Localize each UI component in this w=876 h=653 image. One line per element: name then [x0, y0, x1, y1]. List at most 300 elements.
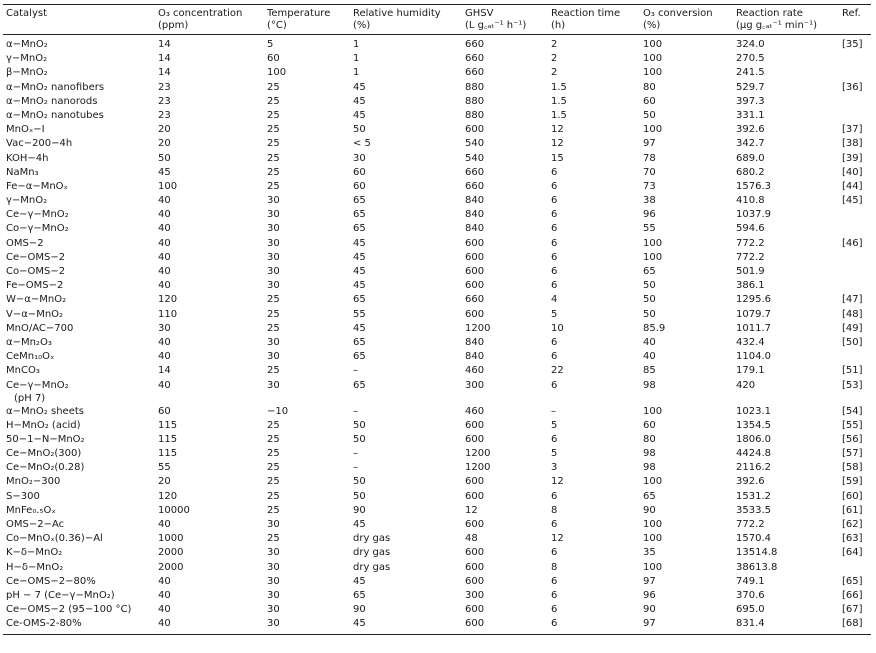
cell-reaction-rate: 772.2 — [736, 519, 765, 530]
cell-o3-conversion: 50 — [643, 109, 656, 121]
cell-reaction-rate: 594.6 — [736, 223, 765, 235]
cell-reaction-time: 6 — [551, 351, 558, 363]
cell-ref: [62] — [842, 519, 863, 530]
cell-ghsv: 600 — [465, 266, 485, 277]
cell-reaction-time: 6 — [551, 547, 558, 559]
cell-o3-concentration: 1000 — [158, 533, 184, 545]
table-row — [3, 152, 871, 166]
catalyst-name: MnCO₃ — [6, 365, 40, 377]
cell-reaction-time: 2 — [551, 39, 558, 50]
cell-reaction-rate: 749.1 — [736, 575, 765, 587]
catalyst-name-continuation: (pH 7) — [14, 392, 46, 404]
cell-ghsv: 600 — [465, 519, 485, 530]
table-row — [3, 237, 871, 251]
cell-catalyst — [3, 109, 155, 123]
table-header — [3, 5, 871, 35]
table-row — [3, 518, 871, 532]
cell-reaction-rate: 831.4 — [733, 617, 839, 634]
catalyst-name: Ce−MnO₂(0.28) — [6, 462, 85, 474]
cell-o3-concentration: 40 — [158, 195, 171, 207]
cell-catalyst — [3, 222, 155, 236]
cell-catalyst — [3, 589, 155, 603]
cell-o3-conversion: 35 — [643, 547, 656, 559]
cell-reaction-time: – — [551, 405, 556, 417]
cell-o3-concentration: 40 — [158, 519, 171, 530]
cell-catalyst — [3, 603, 155, 617]
cell-temperature: 25 — [267, 124, 280, 136]
cell-ghsv: 660 — [465, 294, 485, 306]
cell-reaction-time: 6 — [548, 617, 640, 634]
table-row — [3, 66, 871, 80]
cell-reaction-rate: 1806.0 — [736, 433, 771, 445]
table-row — [3, 504, 871, 518]
catalyst-name: α−MnO₂ — [6, 39, 48, 50]
cell-o3-conversion: 60 — [643, 95, 656, 107]
catalyst-name: Ce-OMS-2-80% — [6, 618, 82, 630]
cell-o3-concentration: 2000 — [158, 547, 184, 559]
table-row — [3, 603, 871, 617]
cell-ghsv: 1200 — [465, 448, 491, 460]
cell-relative-humidity: 50 — [353, 476, 366, 488]
cell-reaction-time: 12 — [551, 533, 564, 545]
table-row — [3, 123, 871, 137]
cell-reaction-rate: 1531.2 — [736, 490, 771, 502]
cell-reaction-rate: 432.4 — [736, 336, 765, 348]
catalyst-name: NaMn₃ — [6, 166, 39, 178]
cell-relative-humidity: – — [353, 405, 358, 417]
catalyst-name: α−MnO₂ sheets — [6, 405, 84, 417]
cell-ghsv: 660 — [465, 166, 485, 178]
cell-o3-concentration: 100 — [158, 180, 178, 192]
cell-temperature: 25 — [267, 433, 280, 445]
header-ref: Ref. — [839, 5, 871, 35]
cell-o3-concentration: 115 — [158, 448, 178, 460]
cell-reaction-time: 12 — [551, 138, 564, 150]
table-row — [3, 433, 871, 447]
cell-relative-humidity: 50 — [353, 419, 366, 431]
cell-o3-conversion: 97 — [640, 617, 733, 634]
cell-catalyst — [3, 52, 155, 66]
cell-o3-conversion: 50 — [643, 280, 656, 292]
cell-ref — [839, 279, 871, 293]
cell-temperature: 25 — [267, 95, 280, 107]
cell-relative-humidity: 65 — [353, 351, 366, 363]
cell-relative-humidity: 90 — [353, 504, 366, 516]
cell-temperature: 25 — [267, 448, 280, 460]
cell-o3-conversion: 85 — [643, 365, 656, 377]
cell-o3-concentration: 45 — [158, 166, 171, 178]
cell-catalyst — [3, 95, 155, 109]
cell-reaction-rate: 342.7 — [736, 138, 765, 150]
cell-ghsv: 880 — [465, 95, 485, 107]
cell-relative-humidity: 1 — [353, 39, 360, 50]
table-row — [3, 52, 871, 66]
table-row — [3, 461, 871, 475]
cell-ref — [839, 561, 871, 575]
cell-ghsv: 840 — [465, 223, 485, 235]
cell-o3-conversion: 78 — [643, 152, 656, 164]
cell-ghsv: 660 — [465, 39, 485, 50]
cell-catalyst — [3, 532, 155, 546]
cell-reaction-time: 6 — [551, 433, 558, 445]
cell-catalyst — [3, 208, 155, 222]
cell-o3-concentration: 60 — [158, 405, 171, 417]
cell-relative-humidity: < 5 — [353, 138, 371, 150]
table-row — [3, 279, 871, 293]
cell-o3-concentration: 40 — [158, 589, 171, 601]
cell-o3-concentration: 120 — [158, 490, 178, 502]
cell-ref: [50] — [842, 336, 863, 348]
cell-temperature: 30 — [267, 351, 280, 363]
cell-ref: [64] — [842, 547, 863, 559]
cell-relative-humidity: 45 — [353, 95, 366, 107]
cell-ghsv: 48 — [465, 533, 478, 545]
cell-ref: [38] — [842, 138, 863, 150]
cell-relative-humidity: 65 — [353, 379, 366, 391]
cell-relative-humidity: 60 — [353, 166, 366, 178]
cell-relative-humidity: 1 — [353, 67, 360, 79]
cell-ghsv: 840 — [465, 195, 485, 207]
cell-catalyst — [3, 251, 155, 265]
cell-ghsv: 600 — [465, 308, 485, 320]
cell-temperature: 30 — [267, 266, 280, 277]
cell-o3-conversion: 96 — [643, 209, 656, 221]
header-reaction-rate: Reaction rate (μg g꜀ₐₜ⁻¹ min⁻¹) — [733, 5, 839, 35]
cell-reaction-time: 6 — [551, 209, 558, 221]
catalyst-name: MnO/AC−700 — [6, 322, 74, 334]
cell-o3-concentration: 30 — [158, 322, 171, 334]
table-row — [3, 532, 871, 546]
cell-reaction-time: 6 — [551, 280, 558, 292]
cell-catalyst — [3, 617, 155, 634]
cell-o3-conversion: 90 — [643, 504, 656, 516]
cell-ref: [66] — [842, 589, 863, 601]
cell-o3-conversion: 100 — [643, 39, 663, 50]
cell-relative-humidity: 65 — [353, 223, 366, 235]
cell-o3-conversion: 55 — [643, 223, 656, 235]
cell-catalyst — [3, 265, 155, 279]
cell-reaction-time: 6 — [551, 490, 558, 502]
cell-ref: [40] — [842, 166, 863, 178]
cell-ref: [60] — [842, 490, 863, 502]
cell-temperature: 25 — [267, 294, 280, 306]
cell-relative-humidity: dry gas — [353, 533, 391, 545]
catalyst-name: MnFe₀.₅Oₓ — [6, 504, 56, 516]
cell-temperature: 30 — [267, 209, 280, 221]
cell-ghsv: 600 — [465, 419, 485, 431]
cell-reaction-time: 2 — [551, 67, 558, 79]
cell-reaction-rate: 392.6 — [736, 124, 765, 136]
cell-ref: [57] — [842, 448, 863, 460]
cell-reaction-rate: 392.6 — [736, 476, 765, 488]
cell-ref — [839, 66, 871, 80]
cell-temperature: 25 — [267, 322, 280, 334]
cell-relative-humidity: 65 — [353, 589, 366, 601]
cell-relative-humidity: – — [353, 365, 358, 377]
cell-reaction-rate: 1023.1 — [736, 405, 771, 417]
cell-catalyst — [3, 461, 155, 475]
table-row — [3, 208, 871, 222]
cell-o3-conversion: 38 — [643, 195, 656, 207]
cell-ref: [65] — [842, 575, 863, 587]
cell-relative-humidity: 50 — [353, 124, 366, 136]
cell-o3-conversion: 80 — [643, 433, 656, 445]
cell-ref: [67] — [842, 604, 863, 616]
cell-o3-concentration: 14 — [158, 67, 171, 79]
cell-reaction-rate: 331.1 — [736, 109, 765, 121]
cell-temperature: 30 — [267, 336, 280, 348]
cell-o3-concentration: 23 — [158, 95, 171, 107]
cell-ref: [47] — [842, 294, 863, 306]
cell-o3-concentration: 23 — [158, 109, 171, 121]
cell-ghsv: 660 — [465, 67, 485, 79]
table-row — [3, 251, 871, 265]
catalyst-name: V−α−MnO₂ — [6, 308, 64, 320]
cell-catalyst — [3, 336, 155, 350]
cell-reaction-time: 12 — [551, 476, 564, 488]
cell-o3-conversion: 85.9 — [643, 322, 666, 334]
cell-relative-humidity: dry gas — [353, 547, 391, 559]
cell-reaction-rate: 270.5 — [736, 53, 765, 65]
cell-o3-conversion: 40 — [643, 351, 656, 363]
cell-temperature: 25 — [267, 180, 280, 192]
cell-o3-conversion: 100 — [643, 251, 663, 263]
table-row — [3, 405, 871, 419]
cell-temperature: 25 — [267, 138, 280, 150]
cell-relative-humidity: 1 — [353, 53, 360, 65]
cell-ghsv: 600 — [465, 237, 485, 249]
cell-relative-humidity: 65 — [353, 336, 366, 348]
cell-ghsv: 600 — [462, 617, 548, 634]
cell-o3-concentration: 40 — [158, 223, 171, 235]
catalyst-name: γ−MnO₂ — [6, 53, 48, 65]
cell-ghsv: 1200 — [465, 322, 491, 334]
cell-ref — [839, 95, 871, 109]
table-row — [3, 95, 871, 109]
table-row — [3, 350, 871, 364]
catalyst-name: Ce−γ−MnO₂ — [6, 209, 69, 221]
cell-reaction-time: 6 — [551, 519, 558, 530]
catalyst-name: Ce−γ−MnO₂ — [6, 379, 69, 391]
cell-ref — [839, 222, 871, 236]
catalyst-name: Ce−OMS−2−80% — [6, 575, 96, 587]
cell-ghsv: 12 — [465, 504, 478, 516]
cell-temperature: 30 — [267, 379, 280, 391]
cell-relative-humidity: 45 — [353, 575, 366, 587]
table-row — [3, 137, 871, 151]
cell-o3-conversion: 80 — [643, 81, 656, 93]
cell-reaction-rate: 1295.6 — [736, 294, 771, 306]
cell-temperature: 25 — [267, 308, 280, 320]
catalyst-name: α−MnO₂ nanorods — [6, 95, 98, 107]
cell-o3-concentration: 14 — [158, 365, 171, 377]
cell-catalyst — [3, 322, 155, 336]
cell-reaction-time: 6 — [551, 195, 558, 207]
cell-relative-humidity: 45 — [353, 266, 366, 277]
cell-ghsv: 300 — [465, 589, 485, 601]
cell-catalyst — [3, 308, 155, 322]
table-row — [3, 336, 871, 350]
cell-o3-conversion: 90 — [643, 604, 656, 616]
cell-reaction-rate: 179.1 — [736, 365, 765, 377]
cell-ref — [839, 251, 871, 265]
cell-ghsv: 840 — [465, 351, 485, 363]
header-catalyst: Catalyst — [3, 5, 155, 35]
cell-reaction-rate: 772.2 — [736, 251, 765, 263]
cell-temperature: 25 — [267, 152, 280, 164]
cell-reaction-rate: 529.7 — [736, 81, 765, 93]
header-reaction-time: Reaction time (h) — [548, 5, 640, 35]
cell-temperature: 5 — [267, 39, 274, 50]
cell-temperature: 25 — [267, 490, 280, 502]
cell-ref: [56] — [842, 433, 863, 445]
catalyst-name: Co−γ−MnO₂ — [6, 223, 69, 235]
cell-ref: [58] — [842, 462, 863, 474]
cell-reaction-rate: 1576.3 — [736, 180, 771, 192]
table-row — [3, 194, 871, 208]
cell-temperature: 25 — [267, 462, 280, 474]
cell-catalyst — [3, 490, 155, 504]
cell-temperature: 30 — [267, 561, 280, 573]
cell-ghsv: 1200 — [465, 462, 491, 474]
cell-relative-humidity: 50 — [353, 490, 366, 502]
cell-temperature: 30 — [267, 223, 280, 235]
table-row — [3, 617, 871, 634]
cell-reaction-time: 6 — [551, 336, 558, 348]
cell-o3-conversion: 100 — [643, 476, 663, 488]
cell-reaction-time: 1.5 — [551, 109, 567, 121]
table-row — [3, 379, 871, 405]
cell-o3-concentration: 40 — [158, 237, 171, 249]
cell-temperature: 25 — [267, 81, 280, 93]
cell-o3-concentration: 40 — [158, 379, 171, 391]
cell-ref — [839, 109, 871, 123]
cell-ghsv: 600 — [465, 561, 485, 573]
cell-catalyst — [3, 81, 155, 95]
table-row — [3, 490, 871, 504]
cell-catalyst — [3, 419, 155, 433]
cell-o3-conversion: 100 — [643, 519, 663, 530]
table-row — [3, 293, 871, 307]
cell-relative-humidity: dry gas — [353, 561, 391, 573]
cell-ghsv: 600 — [465, 124, 485, 136]
cell-temperature: 30 — [267, 280, 280, 292]
cell-temperature: 25 — [267, 533, 280, 545]
cell-o3-conversion: 96 — [643, 589, 656, 601]
cell-catalyst — [3, 293, 155, 307]
cell-reaction-rate: 1037.9 — [736, 209, 771, 221]
cell-o3-conversion: 73 — [643, 180, 656, 192]
header-o3-conversion: O₃ conversion (%) — [640, 5, 733, 35]
cell-catalyst — [3, 279, 155, 293]
cell-ghsv: 880 — [465, 109, 485, 121]
cell-o3-conversion: 65 — [643, 490, 656, 502]
cell-ref: [54] — [842, 405, 863, 417]
cell-ghsv: 460 — [465, 365, 485, 377]
cell-catalyst — [3, 194, 155, 208]
cell-reaction-rate: 370.6 — [736, 589, 765, 601]
cell-ref: [59] — [842, 476, 863, 488]
catalyst-name: KOH−4h — [6, 152, 49, 164]
cell-relative-humidity: 45 — [353, 322, 366, 334]
cell-relative-humidity: 45 — [353, 109, 366, 121]
cell-reaction-rate: 3533.5 — [736, 504, 771, 516]
table-row — [3, 322, 871, 336]
catalyst-name: CeMn₁₀Oₓ — [6, 351, 55, 363]
cell-relative-humidity: 65 — [353, 209, 366, 221]
cell-o3-conversion: 98 — [643, 379, 656, 391]
cell-o3-conversion: 70 — [643, 166, 656, 178]
cell-reaction-rate: 1354.5 — [736, 419, 771, 431]
cell-ghsv: 600 — [465, 476, 485, 488]
cell-catalyst — [3, 546, 155, 560]
cell-catalyst — [3, 504, 155, 518]
cell-temperature: 60 — [267, 53, 280, 65]
cell-reaction-time: 6 — [551, 589, 558, 601]
cell-o3-concentration: 40 — [158, 266, 171, 277]
cell-catalyst — [3, 379, 155, 405]
cell-reaction-time: 6 — [551, 237, 558, 249]
cell-reaction-rate: 410.8 — [736, 195, 765, 207]
catalyst-name: S−300 — [6, 490, 40, 502]
cell-o3-concentration: 115 — [158, 433, 178, 445]
cell-reaction-time: 8 — [551, 561, 558, 573]
table-row — [3, 222, 871, 236]
cell-reaction-rate: 695.0 — [736, 604, 765, 616]
cell-reaction-time: 1.5 — [551, 81, 567, 93]
table-row — [3, 575, 871, 589]
catalyst-name: H−δ−MnO₂ — [6, 561, 64, 573]
cell-reaction-time: 22 — [551, 365, 564, 377]
catalyst-name: K−δ−MnO₂ — [6, 547, 63, 559]
cell-o3-conversion: 50 — [643, 308, 656, 320]
cell-reaction-time: 6 — [551, 379, 558, 391]
header-ghsv: GHSV (L g꜀ₐₜ⁻¹ h⁻¹) — [462, 5, 548, 35]
cell-relative-humidity: 65 — [353, 195, 366, 207]
catalyst-name: β−MnO₂ — [6, 67, 48, 79]
cell-reaction-time: 6 — [551, 575, 558, 587]
cell-reaction-time: 1.5 — [551, 95, 567, 107]
cell-ref: [63] — [842, 533, 863, 545]
cell-catalyst — [3, 166, 155, 180]
cell-o3-concentration: 50 — [158, 152, 171, 164]
cell-ghsv: 600 — [465, 490, 485, 502]
cell-relative-humidity: 45 — [353, 81, 366, 93]
cell-temperature: 30 — [267, 195, 280, 207]
header-row — [3, 5, 871, 35]
cell-ghsv: 660 — [465, 53, 485, 65]
cell-temperature: −10 — [267, 405, 289, 417]
catalyst-name: α−MnO₂ nanotubes — [6, 109, 104, 121]
cell-o3-conversion: 100 — [643, 561, 663, 573]
cell-ghsv: 460 — [465, 405, 485, 417]
table-row — [3, 475, 871, 489]
cell-o3-concentration: 55 — [158, 462, 171, 474]
cell-temperature: 25 — [267, 109, 280, 121]
cell-o3-concentration: 115 — [158, 419, 178, 431]
cell-reaction-rate: 397.3 — [736, 95, 765, 107]
cell-o3-concentration: 20 — [158, 124, 171, 136]
cell-o3-concentration: 40 — [158, 336, 171, 348]
cell-o3-concentration: 10000 — [158, 504, 190, 516]
cell-temperature: 30 — [267, 575, 280, 587]
cell-ref: [36] — [842, 81, 863, 93]
cell-catalyst — [3, 475, 155, 489]
cell-o3-concentration: 40 — [158, 604, 171, 616]
cell-o3-conversion: 100 — [643, 237, 663, 249]
cell-o3-conversion: 97 — [643, 138, 656, 150]
cell-ref: [68] — [839, 617, 871, 634]
